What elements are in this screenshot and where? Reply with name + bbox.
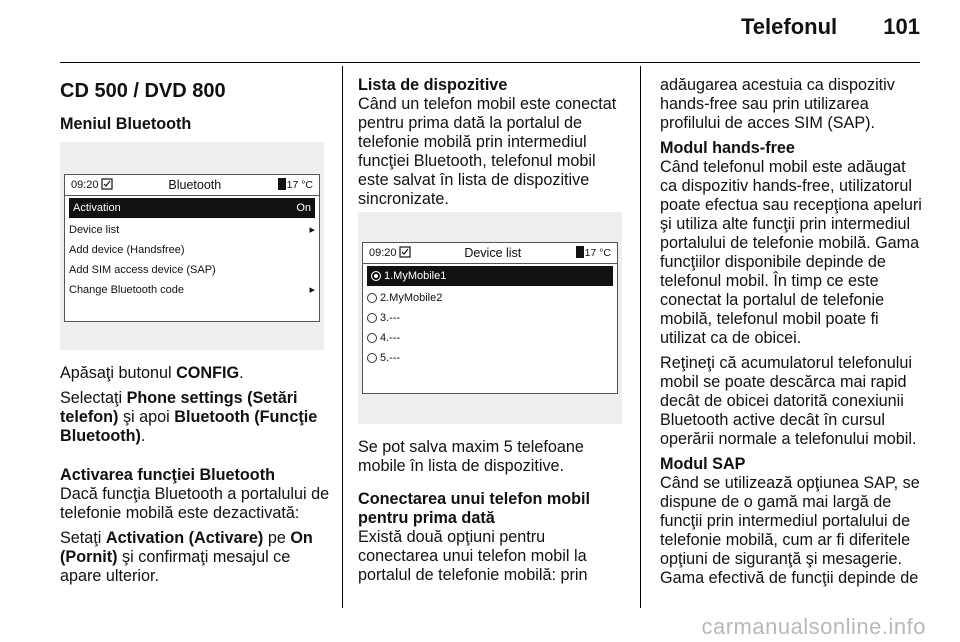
device-item-3[interactable] — [363, 308, 617, 328]
radio-icon — [367, 353, 377, 363]
paragraph-disabled: Dacă funcţia Bluetooth a portalului de telefonie mobilă este dezactivată: — [60, 485, 330, 522]
activation-heading: Activarea funcţiei Bluetooth — [60, 466, 275, 484]
clock-label: 09:20 — [71, 179, 99, 191]
chevron-right-icon: ▸ — [309, 284, 315, 296]
device-list-screen-photo — [358, 212, 622, 424]
device-label: 5.--- — [380, 352, 401, 364]
text: Apăsaţi butonul — [60, 364, 177, 382]
chevron-right-icon: ▸ — [309, 224, 315, 236]
display-status-bar — [65, 175, 319, 196]
paragraph-sap: Când se utilizează opţiunea SAP, se dispune de o gamă mai largă de funcţii prin intermediul portalului de telefonie mobilă, cum ar fi diferitele opţiuni de siguranţă şi mesagerie. Gama efectivă de funcţii depinde de — [660, 474, 920, 587]
bluetooth-screen-photo — [60, 142, 324, 350]
refresh-icon — [399, 246, 411, 261]
text: şi apoi — [118, 408, 175, 426]
phone-signal-icon — [277, 177, 287, 194]
paragraph-connect-options: Există două opţiuni pentru conectarea unui telefon mobil la portalul de telefonie mobilă: prin — [358, 528, 588, 584]
bluetooth-display — [64, 174, 320, 322]
device-label: 4.--- — [380, 332, 401, 344]
section-title: Telefonul — [741, 14, 838, 39]
menu-item-label: Add device (Handsfree) — [69, 244, 185, 256]
radio-icon — [367, 333, 377, 343]
radio-icon — [367, 293, 377, 303]
text: Setaţi — [60, 529, 106, 547]
paragraph-battery: Reţineţi că acumulatorul telefonului mobil se poate descărca mai rapid decât de obicei datorită conexiunii Bluetooth active decât în cursul operării normale a telefonului mobil. — [660, 354, 917, 448]
paragraph-config — [60, 364, 330, 383]
display-status-bar — [363, 243, 617, 264]
text: . — [239, 364, 244, 382]
watermark: carmanualsonline.info — [701, 614, 926, 639]
menu-item-add-device[interactable] — [65, 240, 319, 260]
paragraph-max-phones: Se pot salva maxim 5 telefoane mobile în lista de dispozitive. — [358, 438, 584, 475]
display-title: Bluetooth — [168, 178, 222, 192]
device-label: 3.--- — [380, 312, 401, 324]
temperature-label: 17 °C — [286, 179, 313, 191]
phone-signal-icon — [575, 245, 585, 262]
connect-heading: Conectarea unui telefon mobil pentru prima dată — [358, 490, 591, 527]
device-list-display — [362, 242, 618, 394]
menu-item-add-sim[interactable] — [65, 260, 319, 280]
column-1 — [60, 76, 328, 134]
sap-heading: Modul SAP — [660, 455, 746, 473]
option-name: Activation (Activare) — [105, 529, 264, 547]
menu-name: Bluetooth (Funcţie Bluetooth) — [60, 408, 318, 445]
page-number: 101 — [883, 14, 920, 39]
option-name: On (Pornit) — [60, 529, 313, 566]
menu-name: Phone settings (Setări telefon) — [60, 389, 298, 426]
text: şi confirmaţi mesajul ce apare ulterior. — [60, 548, 291, 585]
device-item-4[interactable] — [363, 328, 617, 348]
menu-item-label: Change Bluetooth code — [69, 284, 184, 296]
device-item-2[interactable] — [363, 288, 617, 308]
text: pe — [263, 529, 291, 547]
display-title: Device list — [464, 246, 522, 260]
menu-item-label: Device list — [69, 224, 120, 236]
paragraph-set-on — [60, 529, 330, 586]
device-list-heading: Lista de dispozitive — [358, 76, 508, 94]
menu-item-change-code[interactable] — [65, 280, 319, 300]
menu-item-label: Add SIM access device (SAP) — [69, 264, 216, 276]
page-header — [741, 14, 920, 40]
device-item-5[interactable] — [363, 348, 617, 368]
clock-label: 09:20 — [369, 247, 397, 259]
menu-item-activation[interactable] — [69, 198, 315, 218]
column-2 — [358, 76, 628, 215]
radio-selected-icon — [371, 271, 381, 281]
menu-item-label: Activation — [73, 202, 121, 214]
handsfree-heading: Modul hands-free — [660, 139, 795, 157]
column-1-text — [60, 364, 330, 592]
button-name: CONFIG — [176, 364, 240, 382]
device-label: 1.MyMobile1 — [384, 270, 447, 282]
menu-item-device-list[interactable] — [65, 220, 319, 240]
text: Selectaţi — [60, 389, 127, 407]
device-label: 2.MyMobile2 — [380, 292, 443, 304]
chapter-heading: CD 500 / DVD 800 — [60, 80, 226, 102]
watermark-bar — [0, 616, 960, 642]
temperature-label: 17 °C — [584, 247, 611, 259]
column-divider-1 — [342, 66, 343, 608]
paragraph-handsfree: Când telefonul mobil este adăugat ca dispozitiv hands-free, utilizatorul poate efectua sau recepţiona apeluri şi utiliza alte funcţii prin intermediul portalului de telefonie mobilă. Gama funcţiilor disponibile depinde de telefonul mobil. În timp ce este conectat la portalul de telefonie mobilă, telefonul mobil poate fi utilizat ca de obicei. — [660, 158, 922, 347]
device-item-1[interactable] — [367, 266, 613, 286]
column-3 — [660, 76, 922, 594]
refresh-icon — [101, 178, 113, 193]
column-divider-2 — [640, 66, 641, 608]
column-2-text — [358, 438, 628, 591]
menu-item-value: On — [296, 202, 311, 214]
paragraph-select — [60, 389, 330, 446]
paragraph-sap-intro: adăugarea acestuia ca dispozitiv hands-free sau prin utilizarea profilului de acces SIM (SAP). — [660, 76, 895, 132]
paragraph-device-list: Când un telefon mobil este conectat pentru prima dată la portalul de telefonie mobilă prin intermediul funcţiei Bluetooth, telefonul mobil este salvat în lista de dispozitive sincronizate. — [358, 95, 617, 208]
radio-icon — [367, 313, 377, 323]
menu-subheading: Meniul Bluetooth — [60, 115, 192, 133]
header-rule — [60, 62, 920, 63]
text: . — [140, 427, 146, 445]
